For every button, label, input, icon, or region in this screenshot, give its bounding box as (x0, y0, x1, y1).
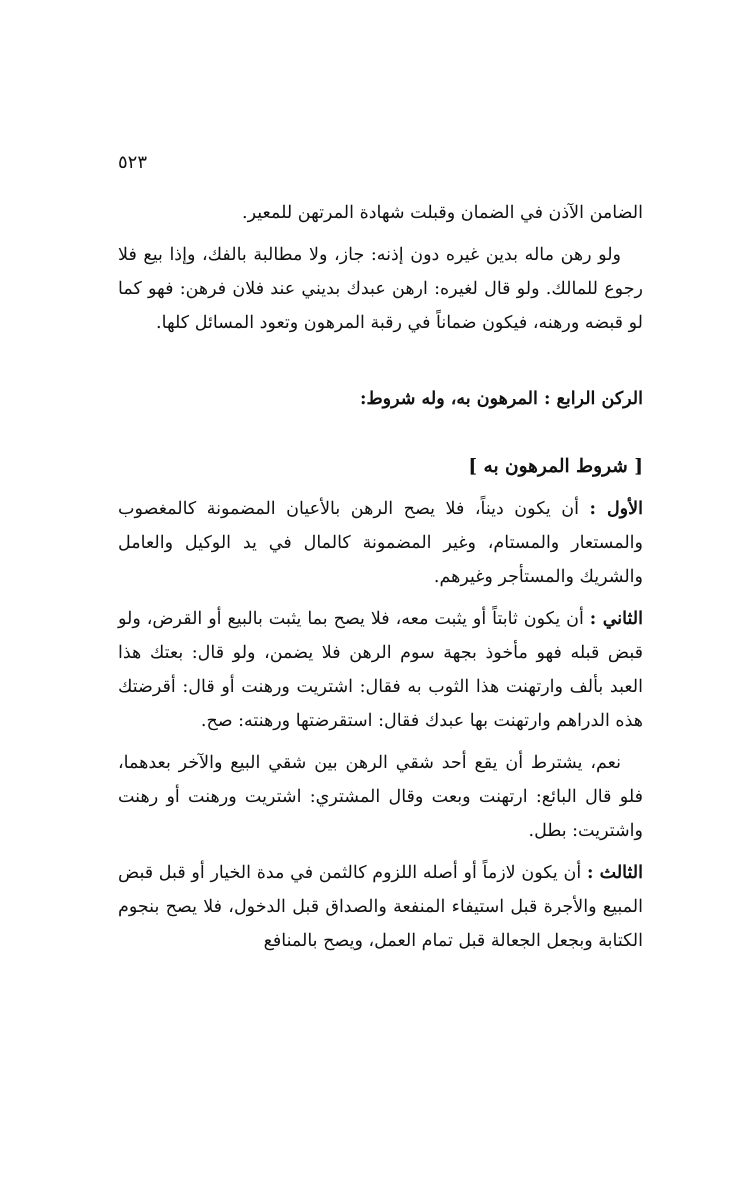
condition-first-text: أن يكون ديناً، فلا يصح الرهن بالأعيان المضمونة كالمغصوب والمستعار والمستام، وغير المضمونة كالمال في يد الوكيل والعامل والشريك والمستأجر وغيرهم. (118, 499, 643, 587)
condition-second-text: أن يكون ثابتاً أو يثبت معه، فلا يصح بما يثبت بالبيع أو القرض، ولو قبض قبله فهو مأخوذ بجهة سوم الرهن فلا يضمن، ولو قال: بعتك هذا العبد بألف وارتهنت هذا الثوب به فقال: اشتريت ورهنت أو قال: أقرضتك هذه الدراهم وارتهنت بها عبدك فقال: استقرضتها ورهنته: صح. (118, 609, 643, 731)
paragraph-rahn-ghayr: ولو رهن ماله بدين غيره دون إذنه: جاز، ولا مطالبة بالفك، وإذا بيع فلا رجوع للمالك. ولو قال لغيره: ارهن عبدك بديني عند فلان فرهن: فهو كما لو قبضه ورهنه، فيكون ضماناً في رقبة المرهون وتعود المسائل كلها. (118, 245, 643, 333)
paragraph-continuation: الضامن الآذن في الضمان وقبلت شهادة المرتهن للمعير. (242, 203, 643, 223)
condition-second-label: الثاني : (589, 609, 643, 629)
page-body (118, 150, 643, 966)
paragraph-naam: نعم، يشترط أن يقع أحد شقي الرهن بين شقي البيع والآخر بعدهما، فلو قال البائع: ارتهنت وبعت وقال المشتري: اشتريت ورهنت أو رهنت واشتريت: بطل. (118, 753, 643, 841)
rukn-heading: الركن الرابع : المرهون به، وله شروط: (360, 389, 643, 409)
condition-third-text: أن يكون لازماً أو أصله اللزوم كالثمن في مدة الخيار أو قبل قبض المبيع والأجرة قبل استيفاء المنفعة والصداق قبل الدخول، فلا يصح بنجوم الكتابة وبجعل الجعالة قبل تمام العمل، ويصح بالمنافع (118, 863, 643, 951)
condition-second (118, 602, 643, 738)
condition-third-label: الثالث : (586, 863, 643, 883)
condition-third (118, 856, 643, 958)
page-number: ٥٢٣ (118, 152, 148, 173)
shurut-title: [ شروط المرهون به ] (468, 456, 643, 477)
condition-first (118, 492, 643, 594)
condition-first-label: الأول : (589, 499, 643, 519)
